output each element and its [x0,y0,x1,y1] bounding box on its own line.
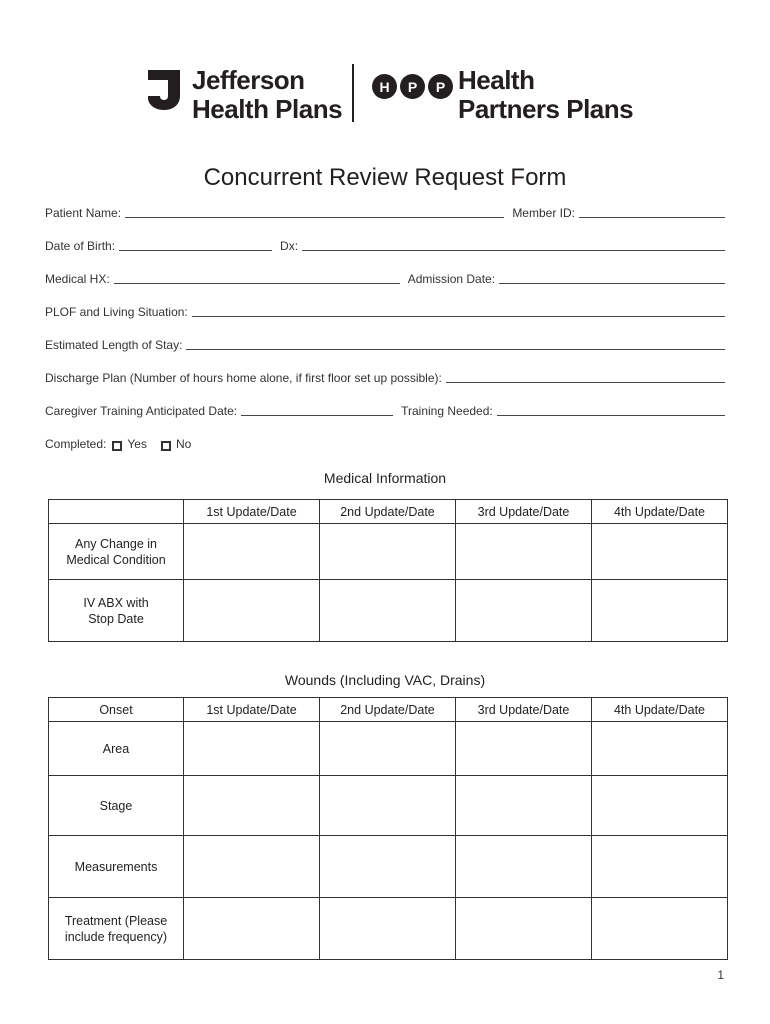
table-row [49,524,728,580]
dob-field[interactable] [119,240,272,251]
patient-row [45,206,725,220]
plof-row [45,305,725,319]
header-cell: 1st Update/Date [184,500,320,524]
entry-cell[interactable] [592,836,728,898]
hpp-badge-h: H [372,74,397,99]
admission-date-field[interactable] [499,273,725,284]
medical-info-table [48,499,728,642]
entry-cell[interactable] [184,722,320,776]
plof-label: PLOF and Living Situation: [45,305,188,319]
table-row [49,776,728,836]
row-label: IV ABX with Stop Date [49,580,184,642]
entry-cell[interactable] [184,580,320,642]
dx-label: Dx: [280,239,299,253]
entry-cell[interactable] [456,580,592,642]
discharge-plan-field[interactable] [446,372,725,383]
table-header-row [49,500,728,524]
est-stay-field[interactable] [186,339,725,350]
caregiver-training-label: Caregiver Training Anticipated Date: [45,404,238,418]
header-cell: 1st Update/Date [184,698,320,722]
table-row [49,722,728,776]
entry-cell[interactable] [320,776,456,836]
page-number: 1 [717,968,724,982]
entry-cell[interactable] [456,836,592,898]
plof-field[interactable] [192,306,725,317]
jefferson-logo-text: Jefferson Health Plans [192,65,343,124]
hpp-badge-p2: P [428,74,453,99]
entry-cell[interactable] [592,722,728,776]
dob-row [45,239,725,253]
yes-checkbox[interactable] [112,441,122,451]
caregiver-row [45,404,725,418]
header-logos [0,64,770,124]
table-row [49,836,728,898]
entry-cell[interactable] [592,776,728,836]
entry-cell[interactable] [320,898,456,960]
dob-label: Date of Birth: [45,239,116,253]
header-cell: 3rd Update/Date [456,500,592,524]
medical-info-title: Medical Information [323,470,447,486]
wounds-table [48,697,728,960]
yes-label: Yes [127,437,147,451]
entry-cell[interactable] [184,776,320,836]
hpp-logo-text: Health Partners Plans [458,65,634,124]
wounds-title: Wounds (Including VAC, Drains) [284,672,486,688]
row-label: Treatment (Please include frequency) [49,898,184,960]
row-label: Area [49,722,184,776]
form-title: Concurrent Review Request Form [203,164,567,191]
table-row [49,898,728,960]
logo-divider [352,64,354,122]
entry-cell[interactable] [320,836,456,898]
medical-hx-field[interactable] [114,273,400,284]
completed-row [45,437,725,451]
entry-cell[interactable] [184,836,320,898]
entry-cell[interactable] [456,776,592,836]
caregiver-training-field[interactable] [241,405,393,416]
row-label: Stage [49,776,184,836]
member-id-label: Member ID: [512,206,575,220]
entry-cell[interactable] [320,580,456,642]
entry-cell[interactable] [456,524,592,580]
header-cell [49,500,184,524]
est-stay-row [45,338,725,352]
header-cell: 2nd Update/Date [320,698,456,722]
row-label: Any Change in Medical Condition [49,524,184,580]
hpp-logo-badges [372,74,453,99]
entry-cell[interactable] [592,898,728,960]
entry-cell[interactable] [184,524,320,580]
no-checkbox[interactable] [161,441,171,451]
member-id-field[interactable] [579,207,725,218]
training-needed-field[interactable] [497,405,725,416]
table-row [49,580,728,642]
entry-cell[interactable] [592,524,728,580]
header-cell: Onset [49,698,184,722]
completed-label: Completed: [45,437,107,451]
header-cell: 4th Update/Date [592,698,728,722]
medical-hx-row [45,272,725,286]
medical-hx-label: Medical HX: [45,272,110,286]
hpp-badge-p1: P [400,74,425,99]
discharge-plan-label: Discharge Plan (Number of hours home alone, if first floor set up possible): [45,371,442,385]
entry-cell[interactable] [592,580,728,642]
no-label: No [175,437,192,451]
est-stay-label: Estimated Length of Stay: [45,338,183,352]
header-cell: 2nd Update/Date [320,500,456,524]
entry-cell[interactable] [456,722,592,776]
dx-field[interactable] [302,240,725,251]
row-label: Measurements [49,836,184,898]
discharge-plan-row [45,371,725,385]
entry-cell[interactable] [320,722,456,776]
jefferson-logo-icon [146,70,182,110]
header-cell: 3rd Update/Date [456,698,592,722]
table-header-row [49,698,728,722]
admission-date-label: Admission Date: [407,272,496,286]
patient-name-label: Patient Name: [45,206,122,220]
entry-cell[interactable] [320,524,456,580]
patient-name-field[interactable] [125,207,504,218]
entry-cell[interactable] [456,898,592,960]
entry-cell[interactable] [184,898,320,960]
header-cell: 4th Update/Date [592,500,728,524]
training-needed-label: Training Needed: [401,404,493,418]
